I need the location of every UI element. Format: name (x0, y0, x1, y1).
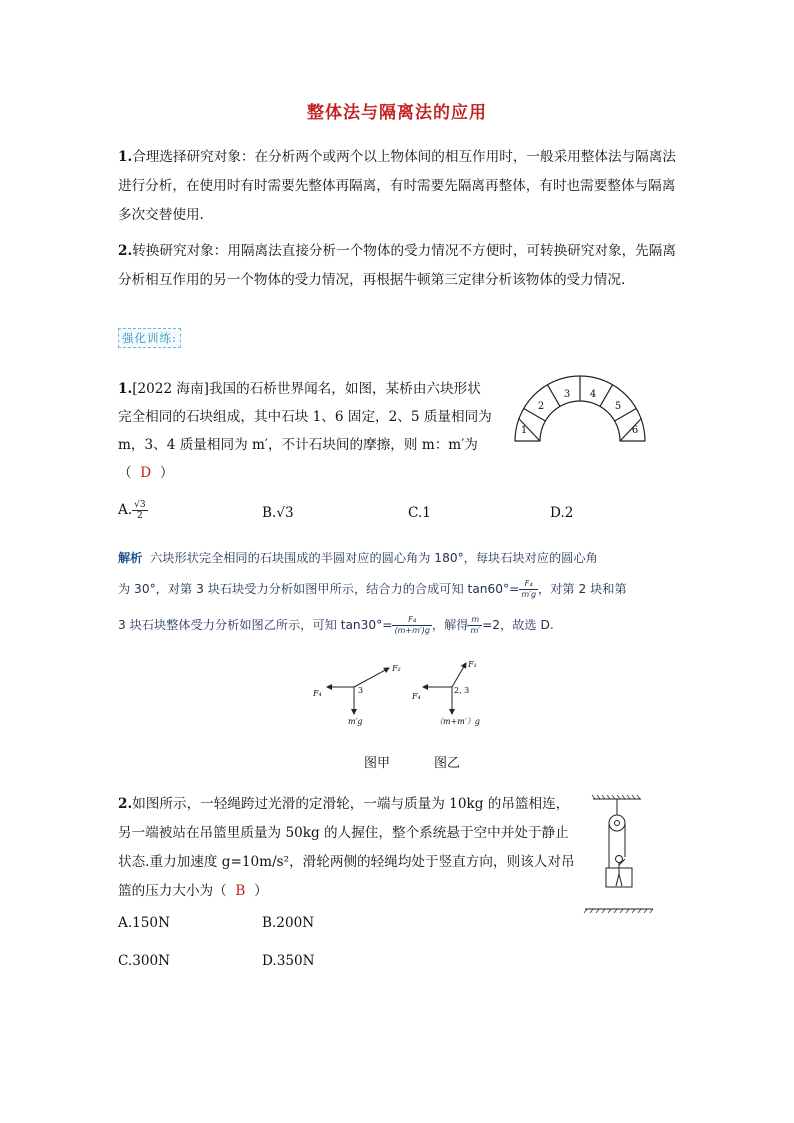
question-1-answer: D (140, 465, 152, 481)
paragraph-1 (118, 143, 678, 230)
q2-option-c[interactable]: C.300N (118, 953, 171, 969)
analysis-label: 解析 (118, 551, 143, 565)
force-label-f4: F₄ (412, 692, 421, 701)
body-label: 2, 3 (454, 686, 470, 695)
option-a-fraction (132, 500, 147, 521)
option-d[interactable]: D.2 (550, 505, 574, 521)
block-label: 2 (537, 401, 545, 412)
analysis-text: 六块形状完全相同的石块围成的半圆对应的圆心角为 180°，每块石块对应的圆心角 (150, 551, 598, 565)
question-1 (118, 375, 493, 487)
question-1-text: [2022 海南]我国的石桥世界闻名，如图，某桥由六块形状完全相同的石块组成，其中石块 1、6 固定，2、5 质量相同为 m，3、4 质量相同为 m′，不计石块间的摩擦，则 m：m′为 (118, 381, 492, 453)
option-c[interactable]: C.1 (408, 505, 431, 521)
option-a[interactable] (118, 500, 148, 521)
block-label: 5 (614, 401, 622, 412)
q2-option-d[interactable]: D.350N (262, 953, 315, 969)
force-label-f4: F₄ (313, 689, 322, 698)
option-a-denominator: 2 (137, 511, 143, 521)
question-1-number: 1. (118, 381, 133, 397)
option-b-value: √3 (276, 505, 294, 521)
section-tag: 强化训练: (118, 328, 181, 348)
caption-yi: 图乙 (434, 756, 461, 771)
arch-bridge-figure (505, 375, 655, 447)
analysis-text: =2，故选 D. (482, 618, 554, 632)
option-a-label: A. (118, 502, 133, 518)
option-b[interactable] (262, 505, 294, 521)
question-2-answer: B (235, 883, 246, 899)
question-1-paren-open: （ (118, 465, 132, 481)
paragraph-1-number: 1. (118, 149, 133, 165)
analysis-line-2 (118, 574, 678, 605)
analysis-line-1 (118, 543, 678, 574)
fraction-denominator: (m+m′)g (394, 626, 430, 635)
analysis-fraction (519, 579, 538, 600)
analysis-text: ，对第 2 块和第 (538, 582, 627, 596)
analysis-text: 为 30°，对第 3 块石块受力分析如图甲所示，结合力的合成可知 tan60°= (118, 582, 520, 596)
force-label-f2: F₂ (392, 664, 401, 673)
body-label: 3 (358, 686, 364, 695)
caption-jia: 图甲 (364, 756, 391, 771)
block-label: 3 (563, 389, 571, 400)
analysis-text: 3 块石块整体受力分析如图乙所示，可知 tan30°= (118, 618, 393, 632)
fraction-denominator: m′ (470, 626, 481, 635)
q2-option-a[interactable]: A.150N (118, 915, 170, 931)
paragraph-2-number: 2. (118, 243, 133, 259)
weight-label: （m+m′）g (435, 717, 480, 726)
question-2-number: 2. (118, 796, 133, 812)
fraction-numerator: m (468, 615, 482, 626)
pulley-basket-figure (583, 795, 655, 913)
fraction-numerator: F₄ (392, 615, 431, 626)
fraction-denominator: m′g (521, 590, 537, 599)
question-2 (118, 790, 578, 906)
fraction-numerator: F₄ (519, 579, 538, 590)
paragraph-2 (118, 237, 678, 295)
q2-option-b[interactable]: B.200N (262, 915, 315, 931)
paragraph-1-text: 合理选择研究对象：在分析两个或两个以上物体间的相互作用时，一般采用整体法与隔离法进行分析，在使用时有时需要先整体再隔离，有时需要先隔离再整体，有时也需要整体与隔离多次交替使用. (118, 149, 676, 223)
block-label: 1 (520, 425, 528, 436)
analysis-text: ，解得 (431, 618, 469, 632)
question-1-paren-close: ） (159, 465, 174, 481)
weight-label: m′g (348, 717, 363, 726)
force-diagrams (305, 660, 505, 736)
question-2-text: 如图所示，一轻绳跨过光滑的定滑轮，一端与质量为 10kg 的吊篮相连，另一端被站在吊篮里质量为 50kg 的人握住，整个系统悬于空中并处于静止状态.重力加速度 g=10m/s²，滑轮两侧的轻绳均处于竖直方向，则该人对吊篮的压力大小为（ (118, 796, 575, 899)
page-title: 整体法与隔离法的应用 (307, 103, 487, 123)
option-b-label: B. (262, 505, 277, 521)
question-2-paren-close: ） (254, 883, 268, 899)
block-label: 6 (631, 425, 639, 436)
option-a-numerator: √3 (134, 500, 146, 510)
block-label: 4 (589, 389, 597, 400)
analysis-fraction (392, 615, 431, 636)
analysis-line-3 (118, 610, 678, 641)
force-label-f1: F₁ (468, 660, 477, 669)
analysis-fraction (468, 615, 482, 636)
paragraph-2-text: 转换研究对象：用隔离法直接分析一个物体的受力情况不方便时，可转换研究对象，先隔离分析相互作用的另一个物体的受力情况，再根据牛顿第三定律分析该物体的受力情况. (118, 243, 676, 288)
